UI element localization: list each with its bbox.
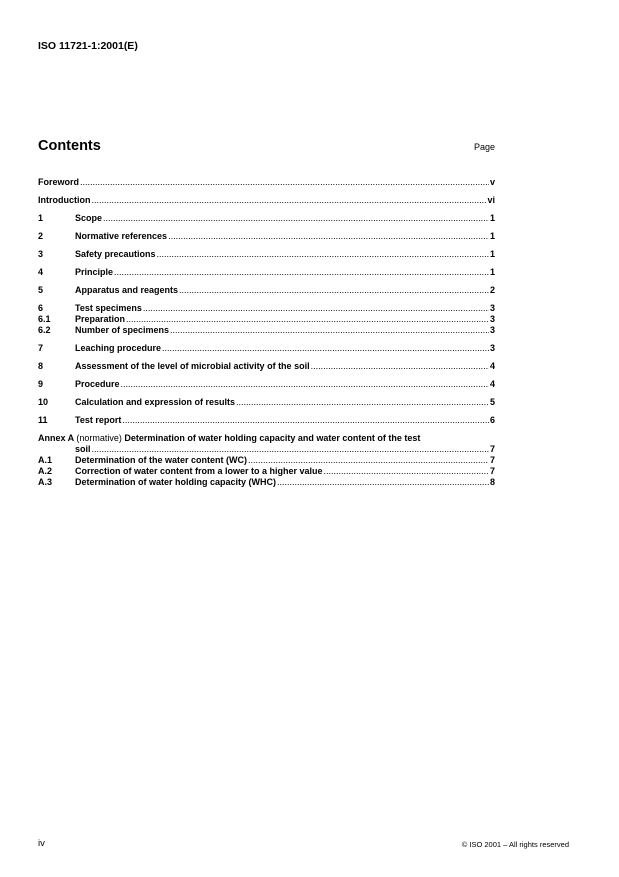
toc-title: Number of specimens <box>75 325 170 335</box>
leader-dots <box>179 285 489 296</box>
toc-page: 1 <box>489 267 495 277</box>
toc-page: v <box>489 177 495 187</box>
toc-page: 6 <box>489 415 495 425</box>
footer-page-number: iv <box>38 838 45 849</box>
toc-entry-7[interactable] <box>38 343 495 354</box>
toc-page: 1 <box>489 249 495 259</box>
toc-entry-annex-a[interactable] <box>38 433 495 444</box>
leader-dots <box>92 444 489 455</box>
page-column-label: Page <box>473 142 495 152</box>
footer-copyright: © ISO 2001 – All rights reserved <box>461 840 569 849</box>
toc-entry-4[interactable] <box>38 267 495 278</box>
leader-dots <box>157 249 489 260</box>
toc-title: Scope <box>75 213 103 223</box>
toc-page: 7 <box>489 444 495 454</box>
leader-dots <box>324 466 489 477</box>
toc-entry-5[interactable] <box>38 285 495 296</box>
toc-number: 1 <box>38 213 44 223</box>
toc-page: 1 <box>489 231 495 241</box>
toc-number: 9 <box>38 379 44 389</box>
toc-title: Principle <box>75 267 114 277</box>
toc-title: Normative references <box>75 231 168 241</box>
leader-dots <box>248 455 489 466</box>
annex-prefix: Annex A <box>38 433 74 443</box>
toc-title: Assessment of the level of microbial activity of the soil <box>75 361 310 371</box>
toc-entry-10[interactable] <box>38 397 495 408</box>
toc-number: 3 <box>38 249 44 259</box>
toc-number: 7 <box>38 343 44 353</box>
toc-entry-1[interactable] <box>38 213 495 224</box>
toc-number: 6.1 <box>38 314 51 324</box>
leader-dots <box>122 415 489 426</box>
toc-number: 4 <box>38 267 44 277</box>
toc-title: Correction of water content from a lower to a higher value <box>75 466 323 476</box>
toc-entry-6-2[interactable] <box>38 325 495 336</box>
leader-dots <box>114 267 489 278</box>
leader-dots <box>121 379 489 390</box>
toc-entry-a-3[interactable] <box>38 477 495 488</box>
leader-dots <box>103 213 489 224</box>
toc-number: 6.2 <box>38 325 51 335</box>
toc-page: 3 <box>489 314 495 324</box>
leader-dots <box>126 314 489 325</box>
toc-number: 11 <box>38 415 48 425</box>
leader-dots <box>80 177 489 188</box>
toc-number: A.3 <box>38 477 53 487</box>
toc-title: Foreword <box>38 177 80 187</box>
annex-title-line2: soil <box>75 444 91 454</box>
toc-title: Preparation <box>75 314 126 324</box>
toc-title: Determination of water holding capacity (WHC) <box>75 477 277 487</box>
document-id: ISO 11721-1:2001(E) <box>38 40 138 52</box>
toc-page: 3 <box>489 303 495 313</box>
toc-title: Determination of the water content (WC) <box>75 455 248 465</box>
toc-title: Procedure <box>75 379 120 389</box>
toc-number: 8 <box>38 361 44 371</box>
toc-entry-6[interactable] <box>38 303 495 314</box>
toc-entry-9[interactable] <box>38 379 495 390</box>
leader-dots <box>170 325 489 336</box>
leader-dots <box>168 231 489 242</box>
leader-dots <box>236 397 489 408</box>
toc-entry-6-1[interactable] <box>38 314 495 325</box>
toc-entry-8[interactable] <box>38 361 495 372</box>
table-of-contents <box>38 177 495 488</box>
toc-entry-annex-a-cont[interactable] <box>38 444 495 455</box>
toc-entry-introduction[interactable] <box>38 195 495 206</box>
toc-title: Leaching procedure <box>75 343 162 353</box>
toc-page: 7 <box>489 455 495 465</box>
toc-number: A.1 <box>38 455 53 465</box>
toc-number: A.2 <box>38 466 53 476</box>
leader-dots <box>143 303 489 314</box>
toc-title: Apparatus and reagents <box>75 285 179 295</box>
toc-number: 6 <box>38 303 44 313</box>
contents-heading: Contents <box>38 138 101 154</box>
toc-number: 5 <box>38 285 44 295</box>
toc-page: 4 <box>489 379 495 389</box>
toc-title: Introduction <box>38 195 91 205</box>
toc-page: 3 <box>489 343 495 353</box>
toc-number: 10 <box>38 397 49 407</box>
toc-page: 1 <box>489 213 495 223</box>
toc-page: 8 <box>489 477 495 487</box>
toc-page: vi <box>487 195 495 205</box>
toc-page: 2 <box>489 285 495 295</box>
toc-number: 2 <box>38 231 44 241</box>
leader-dots <box>311 361 489 372</box>
toc-title: Test specimens <box>75 303 142 313</box>
toc-title: Test report <box>75 415 122 425</box>
toc-page: 4 <box>489 361 495 371</box>
toc-title: Safety precautions <box>75 249 156 259</box>
toc-entry-3[interactable] <box>38 249 495 260</box>
toc-page: 7 <box>489 466 495 476</box>
toc-entry-foreword[interactable] <box>38 177 495 188</box>
toc-entry-2[interactable] <box>38 231 495 242</box>
toc-title: Calculation and expression of results <box>75 397 236 407</box>
toc-entry-a-1[interactable] <box>38 455 495 466</box>
leader-dots <box>162 343 489 354</box>
toc-page: 3 <box>489 325 495 335</box>
annex-title-line1: Determination of water holding capacity and water content of the test <box>124 433 421 443</box>
leader-dots <box>277 477 489 488</box>
leader-dots <box>92 195 487 206</box>
toc-entry-11[interactable] <box>38 415 495 426</box>
annex-type: (normative) <box>76 433 122 443</box>
toc-entry-a-2[interactable] <box>38 466 495 477</box>
toc-page: 5 <box>489 397 495 407</box>
